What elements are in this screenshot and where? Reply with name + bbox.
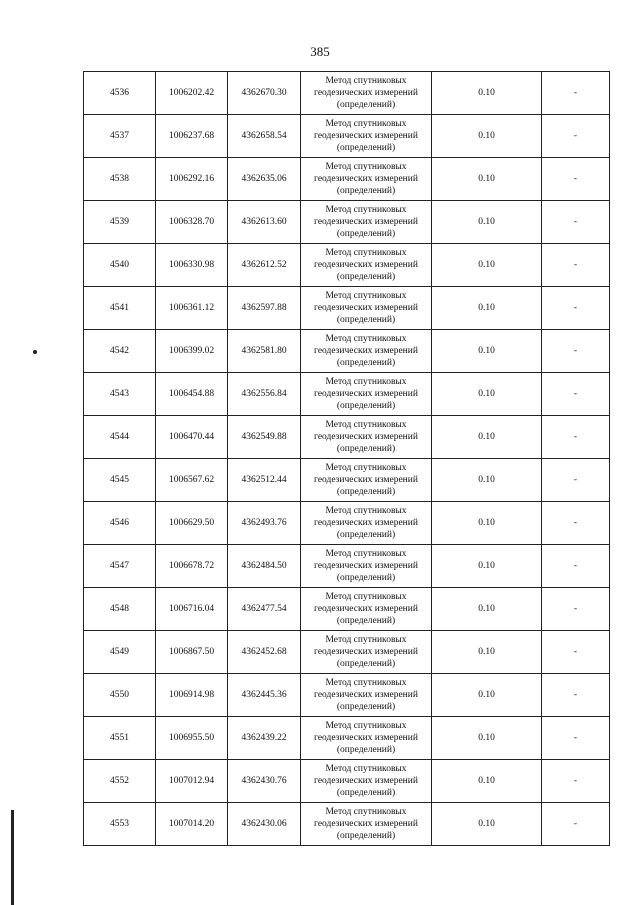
- table-row: [84, 373, 610, 416]
- x-coordinate-cell: 1006292.16: [156, 158, 228, 201]
- method-line: (определений): [336, 788, 396, 798]
- method-line: Метод спутниковых: [325, 506, 407, 516]
- method-line: геодезических измерений: [314, 174, 418, 184]
- method-line: геодезических измерений: [314, 131, 418, 141]
- point-number-cell: 4540: [84, 244, 156, 287]
- table-row: [84, 201, 610, 244]
- note-cell: -: [542, 502, 610, 545]
- method-line: геодезических измерений: [314, 88, 418, 98]
- y-coordinate-cell: 4362597.88: [228, 287, 301, 330]
- x-coordinate-cell: 1006454.88: [156, 373, 228, 416]
- y-coordinate-cell: 4362477.54: [228, 588, 301, 631]
- method-line: геодезических измерений: [314, 260, 418, 270]
- note-cell: -: [542, 631, 610, 674]
- method-line: (определений): [336, 659, 396, 669]
- x-coordinate-cell: 1006867.50: [156, 631, 228, 674]
- table-row: [84, 72, 610, 115]
- table-row: [84, 330, 610, 373]
- accuracy-cell: 0.10: [432, 373, 542, 416]
- method-cell: [301, 459, 432, 502]
- x-coordinate-cell: 1006361.12: [156, 287, 228, 330]
- accuracy-cell: 0.10: [432, 330, 542, 373]
- accuracy-cell: 0.10: [432, 760, 542, 803]
- method-line: (определений): [336, 143, 396, 153]
- y-coordinate-cell: 4362549.88: [228, 416, 301, 459]
- method-line: Метод спутниковых: [325, 205, 407, 215]
- method-line: геодезических измерений: [314, 217, 418, 227]
- method-line: Метод спутниковых: [325, 420, 407, 430]
- note-cell: -: [542, 674, 610, 717]
- table-row: [84, 158, 610, 201]
- method-line: (определений): [336, 315, 396, 325]
- method-line: Метод спутниковых: [325, 592, 407, 602]
- scan-edge-mark: [11, 810, 14, 905]
- method-cell: [301, 72, 432, 115]
- method-cell: [301, 545, 432, 588]
- point-number-cell: 4537: [84, 115, 156, 158]
- method-line: геодезических измерений: [314, 303, 418, 313]
- method-cell: [301, 631, 432, 674]
- accuracy-cell: 0.10: [432, 201, 542, 244]
- accuracy-cell: 0.10: [432, 502, 542, 545]
- point-number-cell: 4550: [84, 674, 156, 717]
- x-coordinate-cell: 1006399.02: [156, 330, 228, 373]
- point-number-cell: 4544: [84, 416, 156, 459]
- accuracy-cell: 0.10: [432, 674, 542, 717]
- y-coordinate-cell: 4362445.36: [228, 674, 301, 717]
- method-cell: [301, 330, 432, 373]
- x-coordinate-cell: 1006237.68: [156, 115, 228, 158]
- method-line: геодезических измерений: [314, 604, 418, 614]
- point-number-cell: 4548: [84, 588, 156, 631]
- table-row: [84, 287, 610, 330]
- method-line: (определений): [336, 831, 396, 841]
- method-line: (определений): [336, 401, 396, 411]
- note-cell: -: [542, 803, 610, 846]
- method-line: Метод спутниковых: [325, 119, 407, 129]
- table-row: [84, 760, 610, 803]
- method-cell: [301, 115, 432, 158]
- table-row: [84, 717, 610, 760]
- method-cell: [301, 244, 432, 287]
- method-line: (определений): [336, 745, 396, 755]
- method-line: Метод спутниковых: [325, 549, 407, 559]
- method-line: Метод спутниковых: [325, 291, 407, 301]
- coordinates-table: [83, 71, 610, 846]
- method-line: геодезических измерений: [314, 690, 418, 700]
- note-cell: -: [542, 545, 610, 588]
- point-number-cell: 4551: [84, 717, 156, 760]
- y-coordinate-cell: 4362612.52: [228, 244, 301, 287]
- method-cell: [301, 803, 432, 846]
- point-number-cell: 4542: [84, 330, 156, 373]
- method-line: Метод спутниковых: [325, 162, 407, 172]
- accuracy-cell: 0.10: [432, 72, 542, 115]
- method-line: Метод спутниковых: [325, 635, 407, 645]
- point-number-cell: 4543: [84, 373, 156, 416]
- y-coordinate-cell: 4362670.30: [228, 72, 301, 115]
- method-line: Метод спутниковых: [325, 334, 407, 344]
- note-cell: -: [542, 287, 610, 330]
- table-row: [84, 459, 610, 502]
- method-line: геодезических измерений: [314, 561, 418, 571]
- accuracy-cell: 0.10: [432, 803, 542, 846]
- note-cell: -: [542, 588, 610, 631]
- point-number-cell: 4552: [84, 760, 156, 803]
- method-cell: [301, 158, 432, 201]
- method-line: Метод спутниковых: [325, 678, 407, 688]
- note-cell: -: [542, 330, 610, 373]
- point-number-cell: 4547: [84, 545, 156, 588]
- x-coordinate-cell: 1006955.50: [156, 717, 228, 760]
- method-cell: [301, 287, 432, 330]
- method-line: геодезических измерений: [314, 733, 418, 743]
- x-coordinate-cell: 1006470.44: [156, 416, 228, 459]
- method-line: (определений): [336, 444, 396, 454]
- table-row: [84, 674, 610, 717]
- accuracy-cell: 0.10: [432, 631, 542, 674]
- accuracy-cell: 0.10: [432, 244, 542, 287]
- method-line: геодезических измерений: [314, 647, 418, 657]
- point-number-cell: 4538: [84, 158, 156, 201]
- method-line: (определений): [336, 229, 396, 239]
- table-row: [84, 545, 610, 588]
- y-coordinate-cell: 4362658.54: [228, 115, 301, 158]
- scan-dot-mark: [33, 350, 37, 354]
- accuracy-cell: 0.10: [432, 115, 542, 158]
- point-number-cell: 4536: [84, 72, 156, 115]
- point-number-cell: 4553: [84, 803, 156, 846]
- y-coordinate-cell: 4362635.06: [228, 158, 301, 201]
- accuracy-cell: 0.10: [432, 545, 542, 588]
- coordinates-table-body: [84, 72, 610, 846]
- method-cell: [301, 588, 432, 631]
- point-number-cell: 4539: [84, 201, 156, 244]
- note-cell: -: [542, 72, 610, 115]
- table-row: [84, 416, 610, 459]
- point-number-cell: 4546: [84, 502, 156, 545]
- method-cell: [301, 201, 432, 244]
- point-number-cell: 4545: [84, 459, 156, 502]
- accuracy-cell: 0.10: [432, 158, 542, 201]
- method-line: (определений): [336, 186, 396, 196]
- method-cell: [301, 502, 432, 545]
- x-coordinate-cell: 1006914.98: [156, 674, 228, 717]
- y-coordinate-cell: 4362430.06: [228, 803, 301, 846]
- note-cell: -: [542, 459, 610, 502]
- note-cell: -: [542, 717, 610, 760]
- y-coordinate-cell: 4362556.84: [228, 373, 301, 416]
- x-coordinate-cell: 1006567.62: [156, 459, 228, 502]
- accuracy-cell: 0.10: [432, 416, 542, 459]
- note-cell: -: [542, 244, 610, 287]
- y-coordinate-cell: 4362581.80: [228, 330, 301, 373]
- table-row: [84, 115, 610, 158]
- x-coordinate-cell: 1006678.72: [156, 545, 228, 588]
- table-row: [84, 803, 610, 846]
- accuracy-cell: 0.10: [432, 459, 542, 502]
- method-line: (определений): [336, 530, 396, 540]
- table-row: [84, 244, 610, 287]
- method-line: (определений): [336, 272, 396, 282]
- note-cell: -: [542, 760, 610, 803]
- method-line: геодезических измерений: [314, 346, 418, 356]
- point-number-cell: 4541: [84, 287, 156, 330]
- accuracy-cell: 0.10: [432, 588, 542, 631]
- accuracy-cell: 0.10: [432, 287, 542, 330]
- method-line: (определений): [336, 487, 396, 497]
- point-number-cell: 4549: [84, 631, 156, 674]
- method-line: Метод спутниковых: [325, 377, 407, 387]
- y-coordinate-cell: 4362430.76: [228, 760, 301, 803]
- table-row: [84, 631, 610, 674]
- y-coordinate-cell: 4362484.50: [228, 545, 301, 588]
- note-cell: -: [542, 158, 610, 201]
- method-line: геодезических измерений: [314, 432, 418, 442]
- table-row: [84, 502, 610, 545]
- method-cell: [301, 416, 432, 459]
- method-line: Метод спутниковых: [325, 248, 407, 258]
- method-line: Метод спутниковых: [325, 764, 407, 774]
- method-line: (определений): [336, 573, 396, 583]
- method-line: (определений): [336, 100, 396, 110]
- method-line: геодезических измерений: [314, 819, 418, 829]
- method-cell: [301, 760, 432, 803]
- x-coordinate-cell: 1006716.04: [156, 588, 228, 631]
- method-line: геодезических измерений: [314, 776, 418, 786]
- y-coordinate-cell: 4362452.68: [228, 631, 301, 674]
- note-cell: -: [542, 115, 610, 158]
- x-coordinate-cell: 1006202.42: [156, 72, 228, 115]
- table-row: [84, 588, 610, 631]
- method-line: Метод спутниковых: [325, 721, 407, 731]
- y-coordinate-cell: 4362439.22: [228, 717, 301, 760]
- method-line: Метод спутниковых: [325, 76, 407, 86]
- note-cell: -: [542, 201, 610, 244]
- method-line: Метод спутниковых: [325, 807, 407, 817]
- y-coordinate-cell: 4362493.76: [228, 502, 301, 545]
- x-coordinate-cell: 1006629.50: [156, 502, 228, 545]
- method-line: геодезических измерений: [314, 389, 418, 399]
- x-coordinate-cell: 1007014.20: [156, 803, 228, 846]
- method-cell: [301, 717, 432, 760]
- note-cell: -: [542, 416, 610, 459]
- y-coordinate-cell: 4362613.60: [228, 201, 301, 244]
- method-line: (определений): [336, 702, 396, 712]
- accuracy-cell: 0.10: [432, 717, 542, 760]
- method-cell: [301, 373, 432, 416]
- method-line: геодезических измерений: [314, 518, 418, 528]
- note-cell: -: [542, 373, 610, 416]
- y-coordinate-cell: 4362512.44: [228, 459, 301, 502]
- page-number: 385: [310, 44, 330, 59]
- x-coordinate-cell: 1006330.98: [156, 244, 228, 287]
- method-line: (определений): [336, 616, 396, 626]
- x-coordinate-cell: 1007012.94: [156, 760, 228, 803]
- method-line: (определений): [336, 358, 396, 368]
- method-line: Метод спутниковых: [325, 463, 407, 473]
- method-cell: [301, 674, 432, 717]
- method-line: геодезических измерений: [314, 475, 418, 485]
- x-coordinate-cell: 1006328.70: [156, 201, 228, 244]
